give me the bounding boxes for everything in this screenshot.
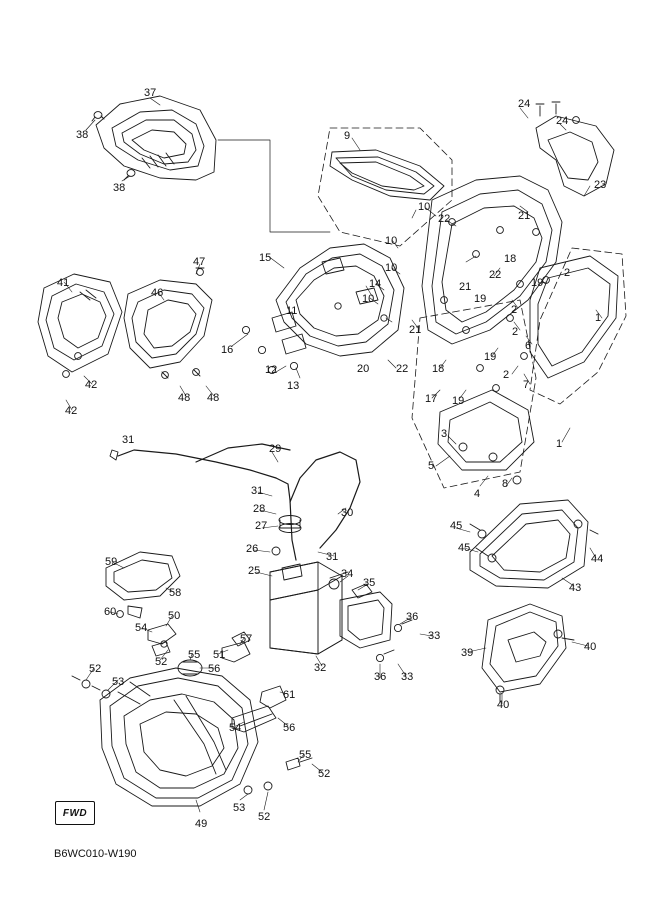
callout-10-d: 10: [362, 293, 375, 305]
part-9-outline: [318, 128, 452, 246]
callout-19-b: 19: [474, 293, 487, 305]
callout-60: 60: [104, 606, 117, 618]
callout-43: 43: [569, 582, 582, 594]
part-35-bracket: [340, 584, 392, 648]
callout-41: 41: [57, 277, 70, 289]
callout-31-b: 31: [251, 485, 264, 497]
callout-11: 11: [286, 305, 298, 317]
callout-16: 16: [221, 344, 234, 356]
callout-10-a: 10: [418, 201, 431, 213]
callout-33-b: 33: [401, 671, 414, 683]
callout-40-a: 40: [584, 641, 597, 653]
callout-58: 58: [169, 587, 182, 599]
callout-17: 17: [425, 393, 438, 405]
callout-32: 32: [314, 662, 327, 674]
part-46-panel: [124, 280, 212, 368]
callout-19-d: 19: [452, 395, 465, 407]
callout-37: 37: [144, 87, 157, 99]
callout-38-upper: 38: [76, 129, 89, 141]
callout-48-a: 48: [178, 392, 191, 404]
part-49-front-cowl: [100, 668, 258, 806]
callout-12: 12: [265, 364, 278, 376]
callout-56-a: 56: [208, 663, 221, 675]
callout-59: 59: [105, 556, 118, 568]
callout-52-a: 52: [155, 656, 168, 668]
callout-29: 29: [269, 443, 282, 455]
diagram-part-code: B6WC010-W190: [54, 848, 137, 860]
callout-30: 30: [341, 507, 354, 519]
fwd-direction-badge: [55, 801, 95, 825]
callout-6-a: 6: [525, 340, 532, 352]
callout-31-a: 31: [122, 434, 135, 446]
callout-21-a: 21: [518, 210, 531, 222]
callout-49: 49: [195, 818, 208, 830]
fwd-label: FWD: [62, 807, 88, 819]
callout-18-b: 18: [432, 363, 445, 375]
callout-56-b: 56: [283, 722, 296, 734]
callout-48-b: 48: [207, 392, 220, 404]
callout-42-b: 42: [65, 405, 78, 417]
callout-10-b: 10: [385, 235, 398, 247]
callout-55-b: 55: [299, 749, 312, 761]
callout-33-a: 33: [428, 630, 441, 642]
callout-52-d: 52: [258, 811, 271, 823]
callout-44: 44: [591, 553, 604, 565]
callout-50: 50: [168, 610, 181, 622]
callout-8: 8: [502, 478, 509, 490]
callout-52-c: 52: [318, 768, 331, 780]
callout-22-b: 22: [489, 269, 502, 281]
callout-57: 57: [240, 633, 253, 645]
callout-5: 5: [428, 460, 435, 472]
callout-7: 7: [523, 379, 530, 391]
callout-19-a: 19: [531, 277, 544, 289]
callout-4: 4: [474, 488, 481, 500]
callout-47: 47: [193, 256, 206, 268]
part-27-28-fittings: [272, 516, 301, 556]
part-39-40-cover: [482, 604, 574, 702]
part-41-panel: [38, 274, 122, 372]
callout-2-c: 2: [512, 326, 519, 338]
callout-21-b: 21: [459, 281, 472, 293]
callout-20: 20: [357, 363, 370, 375]
callout-36-b: 36: [374, 671, 387, 683]
part-43-cover: [470, 500, 598, 588]
callout-31-c: 31: [326, 551, 339, 563]
callout-36-a: 36: [406, 611, 419, 623]
callout-23: 23: [594, 179, 607, 191]
part-11-12-13-frame: [272, 244, 404, 356]
callout-55-a: 55: [188, 649, 201, 661]
callout-2-d: 2: [503, 369, 510, 381]
fasteners-32-36: [376, 620, 412, 662]
callout-1-a: 1: [595, 312, 602, 324]
part-9-body: [330, 150, 444, 200]
callout-54-a: 54: [135, 622, 148, 634]
callout-39: 39: [461, 647, 474, 659]
callout-15: 15: [259, 252, 272, 264]
callout-22-a: 22: [438, 213, 451, 225]
callout-53-b: 53: [233, 802, 246, 814]
callout-46: 46: [151, 287, 164, 299]
callout-24-b: 24: [556, 115, 569, 127]
callout-22-c: 22: [396, 363, 409, 375]
part-30-rod: [290, 452, 360, 560]
callout-38-lower: 38: [113, 182, 126, 194]
callout-25: 25: [248, 565, 261, 577]
part-37-cover: [96, 96, 216, 180]
callout-40-b: 40: [497, 699, 510, 711]
callout-21-c: 21: [409, 324, 422, 336]
part-1-body: [530, 256, 618, 378]
callout-13: 13: [287, 380, 300, 392]
part-2-tail-assembly: [422, 176, 562, 344]
callout-18-a: 18: [504, 253, 517, 265]
callout-28: 28: [253, 503, 266, 515]
callout-10-c: 10: [385, 262, 398, 274]
callout-14: 14: [369, 278, 382, 290]
callout-35: 35: [363, 577, 376, 589]
callout-61: 61: [283, 689, 296, 701]
callout-51: 51: [213, 649, 226, 661]
callout-42-a: 42: [85, 379, 98, 391]
callout-19-c: 19: [484, 351, 497, 363]
callout-54-b: 54: [229, 722, 242, 734]
callout-45-a: 45: [450, 520, 463, 532]
callout-2-b: 2: [511, 304, 518, 316]
callout-45-b: 45: [458, 542, 471, 554]
callout-52-b: 52: [89, 663, 102, 675]
callout-53-a: 53: [112, 676, 125, 688]
callout-3: 3: [441, 428, 448, 440]
callout-1-b: 1: [556, 438, 563, 450]
callout-9: 9: [344, 130, 351, 142]
callout-24-a: 24: [518, 98, 531, 110]
callout-26: 26: [246, 543, 259, 555]
callout-2-a: 2: [564, 267, 571, 279]
part-32-box: [270, 562, 348, 654]
callout-27: 27: [255, 520, 268, 532]
callout-34: 34: [341, 568, 354, 580]
